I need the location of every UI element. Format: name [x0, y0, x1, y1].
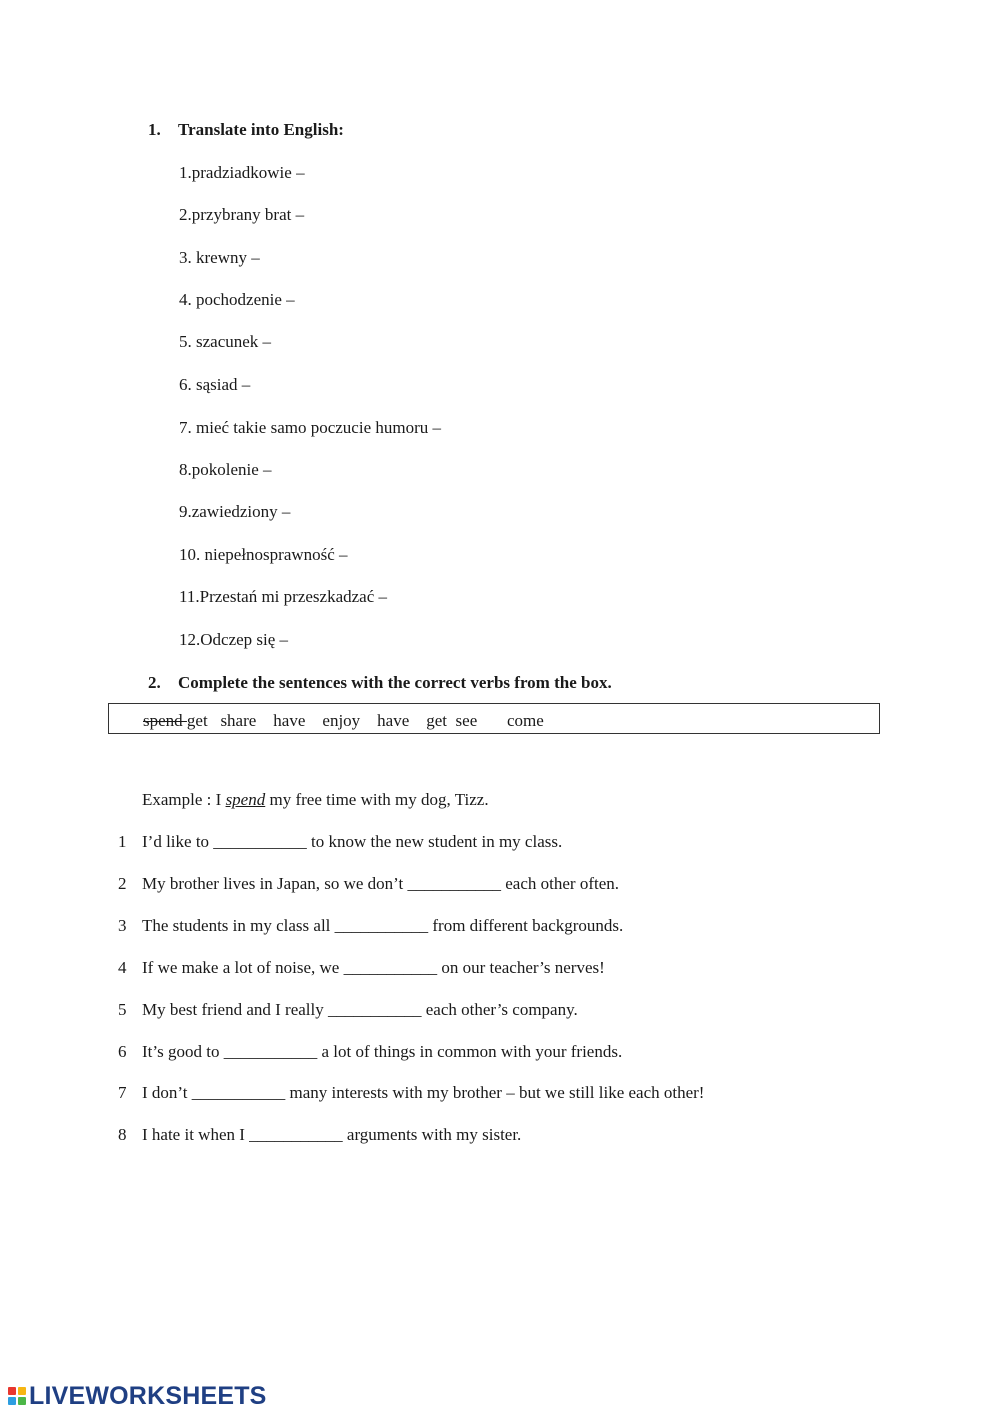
vocab-item-6: 6. sąsiad –	[179, 375, 251, 394]
sentence-text: It’s good to ___________ a lot of things in common with your friends.	[142, 1042, 623, 1061]
example-sentence	[142, 790, 489, 810]
sentence-2	[118, 874, 878, 896]
sentence-text: I hate it when I ___________ arguments with my sister.	[142, 1125, 522, 1144]
vocab-item-10: 10. niepełnosprawność –	[179, 545, 348, 564]
vocab-item-5: 5. szacunek –	[179, 332, 272, 351]
sentence-number: 2	[118, 874, 127, 893]
vocab-item-11: 11.Przestań mi przeszkadzać –	[179, 587, 388, 606]
sentence-text: My brother lives in Japan, so we don’t ___________ each other often.	[142, 874, 620, 893]
logo-blocks-icon	[8, 1387, 26, 1405]
logo-text: LIVEWORKSHEETS	[29, 1381, 267, 1410]
section-2-title: Complete the sentences with the correct verbs from the box.	[178, 673, 612, 692]
word-box-words: get share have enjoy have get see come	[186, 711, 544, 730]
vocab-item-12: 12.Odczep się –	[179, 630, 289, 649]
section-2-heading	[148, 673, 612, 693]
sentence-text: My best friend and I really ___________ each other’s company.	[142, 1000, 578, 1019]
example-prefix: Example : I	[142, 790, 226, 809]
vocab-item-4: 4. pochodzenie –	[179, 290, 295, 309]
sentence-number: 8	[118, 1125, 127, 1144]
section-1-number: 1.	[148, 120, 161, 139]
word-box	[108, 703, 880, 734]
sentence-text: I’d like to ___________ to know the new student in my class.	[142, 832, 563, 851]
section-2-number: 2.	[148, 673, 161, 692]
sentence-number: 5	[118, 1000, 127, 1019]
sentence-6	[118, 1042, 878, 1064]
sentence-text: If we make a lot of noise, we ___________ on our teacher’s nerves!	[142, 958, 605, 977]
sentence-8	[118, 1125, 878, 1147]
sentence-text: The students in my class all ___________ from different backgrounds.	[142, 916, 624, 935]
sentence-number: 7	[118, 1083, 127, 1102]
struck-word: spend	[143, 711, 187, 730]
vocab-item-2: 2.przybrany brat –	[179, 205, 305, 224]
sentence-3	[118, 916, 878, 938]
sentence-number: 3	[118, 916, 127, 935]
vocab-item-8: 8.pokolenie –	[179, 460, 272, 479]
sentence-number: 6	[118, 1042, 127, 1061]
sentence-5	[118, 1000, 878, 1022]
logo-block	[18, 1387, 26, 1395]
logo-block	[18, 1397, 26, 1405]
sentence-1	[118, 832, 878, 854]
logo-block	[8, 1387, 16, 1395]
vocab-item-3: 3. krewny –	[179, 248, 260, 267]
logo-block	[8, 1397, 16, 1405]
example-word: spend	[225, 790, 266, 809]
vocab-item-9: 9.zawiedziony –	[179, 502, 291, 521]
sentence-text: I don’t ___________ many interests with my brother – but we still like each other!	[142, 1083, 705, 1102]
sentence-4	[118, 958, 878, 980]
sentence-number: 1	[118, 832, 127, 851]
vocab-item-7: 7. mieć takie samo poczucie humoru –	[179, 418, 441, 437]
section-1-title: Translate into English:	[178, 120, 344, 139]
liveworksheets-logo[interactable]	[8, 1381, 267, 1411]
sentence-7	[118, 1083, 878, 1105]
word-box-text	[143, 711, 544, 731]
sentence-number: 4	[118, 958, 127, 977]
section-1-heading	[148, 120, 344, 140]
example-suffix: my free time with my dog, Tizz.	[265, 790, 489, 809]
vocab-item-1: 1.pradziadkowie –	[179, 163, 305, 182]
